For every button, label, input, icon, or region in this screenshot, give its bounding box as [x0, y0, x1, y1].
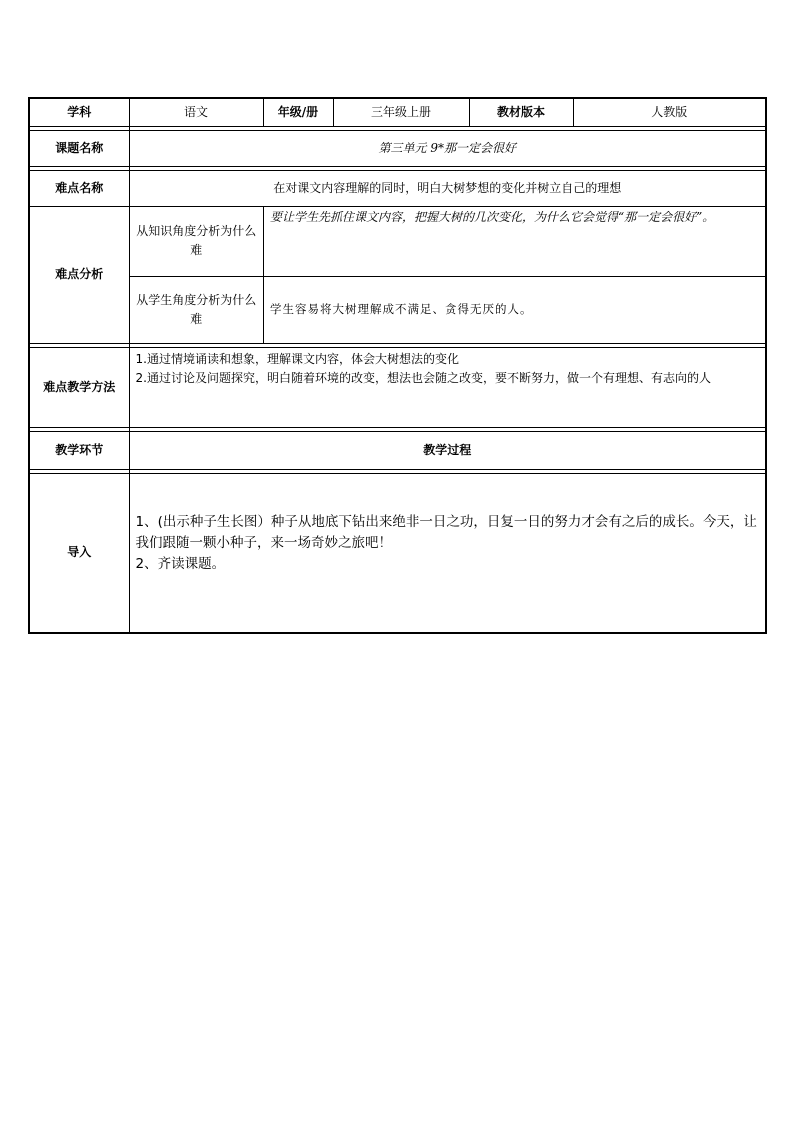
methods-label: 难点教学方法 — [29, 347, 129, 427]
subject-value: 语文 — [129, 98, 263, 126]
intro-line-2: 2、齐读课题。 — [135, 555, 226, 572]
methods-row — [29, 347, 766, 427]
student-label: 从学生角度分析为什么难 — [130, 276, 264, 343]
difficulty-label: 难点名称 — [29, 170, 129, 206]
process-label: 教学过程 — [129, 431, 766, 469]
intro-line-1: 1、(出示种子生长图）种子从地底下钻出来绝非一日之功，日复一日的努力才会有之后的成长。今天，让我们跟随一颗小种子，来一场奇妙之旅吧！ — [135, 513, 757, 551]
method-item-1: 1.通过情境诵读和想象，理解课文内容，体会大树想法的变化 — [135, 351, 459, 366]
lesson-plan-table — [28, 97, 767, 634]
difficulty-value: 在对课文内容理解的同时，明白大树梦想的变化并树立自己的理想 — [129, 170, 766, 206]
lesson-row — [29, 130, 766, 166]
edition-value: 人教版 — [573, 98, 766, 126]
intro-text — [129, 473, 766, 633]
grade-value: 三年级上册 — [333, 98, 469, 126]
lesson-value: 第三单元 9*那一定会很好 — [129, 130, 766, 166]
header-row — [29, 98, 766, 126]
subject-label: 学科 — [29, 98, 129, 126]
intro-label: 导入 — [29, 473, 129, 633]
method-item-2: 2.通过讨论及问题探究，明白随着环境的改变，想法也会随之改变，要不断努力，做一个有理想、有志向的人 — [135, 370, 711, 385]
edition-label: 教材版本 — [469, 98, 573, 126]
difficulty-row — [29, 170, 766, 206]
grade-label: 年级/册 — [263, 98, 333, 126]
stage-label: 教学环节 — [29, 431, 129, 469]
intro-row — [29, 473, 766, 633]
analysis-label: 难点分析 — [29, 206, 129, 343]
student-text: 学生容易将大树理解成不满足、贪得无厌的人。 — [270, 302, 533, 316]
knowledge-text: 要让学生先抓住课文内容，把握大树的几次变化，为什么它会觉得“那一定会很好”。 — [264, 207, 766, 277]
knowledge-label: 从知识角度分析为什么难 — [130, 207, 264, 277]
methods-text — [129, 347, 766, 427]
process-header-row — [29, 431, 766, 469]
analysis-row — [29, 206, 766, 343]
lesson-label: 课题名称 — [29, 130, 129, 166]
